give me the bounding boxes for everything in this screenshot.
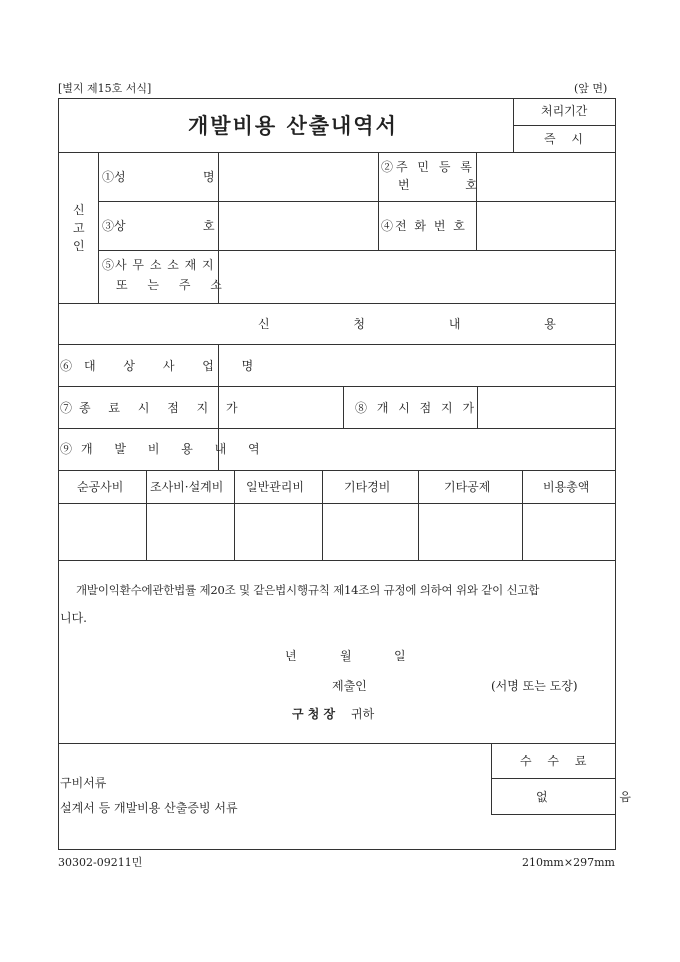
name-label: ①성 bbox=[102, 170, 126, 184]
declaration-line1: 개발이익환수에관한법률 제20조 및 같은법시행규칙 제14조의 규정에 의하여 위와 같이 신고합 bbox=[76, 583, 540, 597]
address-label-line1: ⑤사 무 소 소 재 지 bbox=[102, 258, 215, 272]
cost-detail-field[interactable] bbox=[219, 429, 615, 470]
rrn-field[interactable] bbox=[477, 153, 615, 200]
address-field[interactable] bbox=[219, 251, 615, 302]
start-land-value-label: ⑧ 개 시 점 지 가 bbox=[355, 401, 478, 415]
project-name-field[interactable] bbox=[219, 345, 615, 386]
cost-col-other-deduction: 기타공제 bbox=[444, 480, 491, 494]
phone-field[interactable] bbox=[477, 202, 615, 249]
rrn-label-line2: 번 호 bbox=[398, 178, 503, 192]
applicant-label-1: 신 bbox=[73, 203, 85, 217]
name-field[interactable] bbox=[219, 153, 377, 200]
address-label-line2: 또 는 주 소 bbox=[116, 278, 230, 292]
cost-col-total: 비용총액 bbox=[543, 480, 590, 494]
required-docs-item: 설계서 등 개발비용 산출증빙 서류 bbox=[60, 801, 238, 815]
request-heading: 신 청 내 용 bbox=[258, 317, 596, 331]
phone-label: ④전 화 번 호 bbox=[381, 219, 467, 233]
cost-col-other-expense: 기타경비 bbox=[344, 480, 391, 494]
addressee-office: 구 청 장 bbox=[292, 707, 336, 721]
cost-cell-admin[interactable] bbox=[235, 504, 322, 559]
fee-value: 없 음 bbox=[536, 790, 665, 804]
form-number: [별지 제15호 서식] bbox=[58, 82, 152, 95]
cost-col-admin: 일반관리비 bbox=[246, 480, 304, 494]
rrn-label-line1: ②주 민 등 록 bbox=[381, 160, 475, 174]
project-name-label: ⑥대 상 사 업 명 bbox=[60, 359, 266, 373]
date-day-label: 일 bbox=[394, 649, 406, 663]
cost-cell-total[interactable] bbox=[523, 504, 615, 559]
applicant-label-3: 인 bbox=[73, 239, 85, 253]
declaration-line2: 니다. bbox=[60, 611, 87, 625]
cost-cell-construction[interactable] bbox=[59, 504, 146, 559]
processing-period-value: 즉 시 bbox=[544, 132, 589, 146]
company-field[interactable] bbox=[219, 202, 377, 249]
cost-col-survey-design: 조사비·설계비 bbox=[150, 480, 224, 494]
cost-cell-survey-design[interactable] bbox=[147, 504, 234, 559]
signature-seal-label: (서명 또는 도장) bbox=[491, 679, 578, 693]
cost-cell-other-deduction[interactable] bbox=[419, 504, 522, 559]
required-docs-label: 구비서류 bbox=[60, 776, 107, 790]
processing-period-label: 처리기간 bbox=[541, 104, 588, 118]
cost-detail-label: ⑨개 발 비 용 내 역 bbox=[60, 442, 269, 456]
start-land-value-field[interactable] bbox=[478, 387, 615, 428]
date-year-label: 년 bbox=[285, 649, 297, 663]
applicant-label-2: 고 bbox=[73, 221, 85, 235]
fee-label: 수 수 료 bbox=[520, 754, 593, 768]
name-label-end: 명 bbox=[203, 170, 215, 184]
company-label-end: 호 bbox=[203, 219, 215, 233]
addressee-suffix: 귀하 bbox=[351, 707, 375, 721]
form-code: 30302-09211민 bbox=[58, 856, 143, 869]
submitter-label: 제출인 bbox=[332, 679, 367, 693]
cost-col-construction: 순공사비 bbox=[77, 480, 124, 494]
cost-cell-other-expense[interactable] bbox=[323, 504, 418, 559]
page-side: (앞 면) bbox=[574, 82, 608, 95]
end-land-value-label: ⑦종 료 시 점 지 가 bbox=[60, 401, 245, 415]
date-month-label: 월 bbox=[340, 649, 352, 663]
company-label: ③상 bbox=[102, 219, 126, 233]
document-title: 개발비용 산출내역서 bbox=[188, 113, 398, 138]
end-land-value-field[interactable] bbox=[219, 387, 343, 428]
paper-size: 210mm×297mm bbox=[522, 856, 615, 869]
